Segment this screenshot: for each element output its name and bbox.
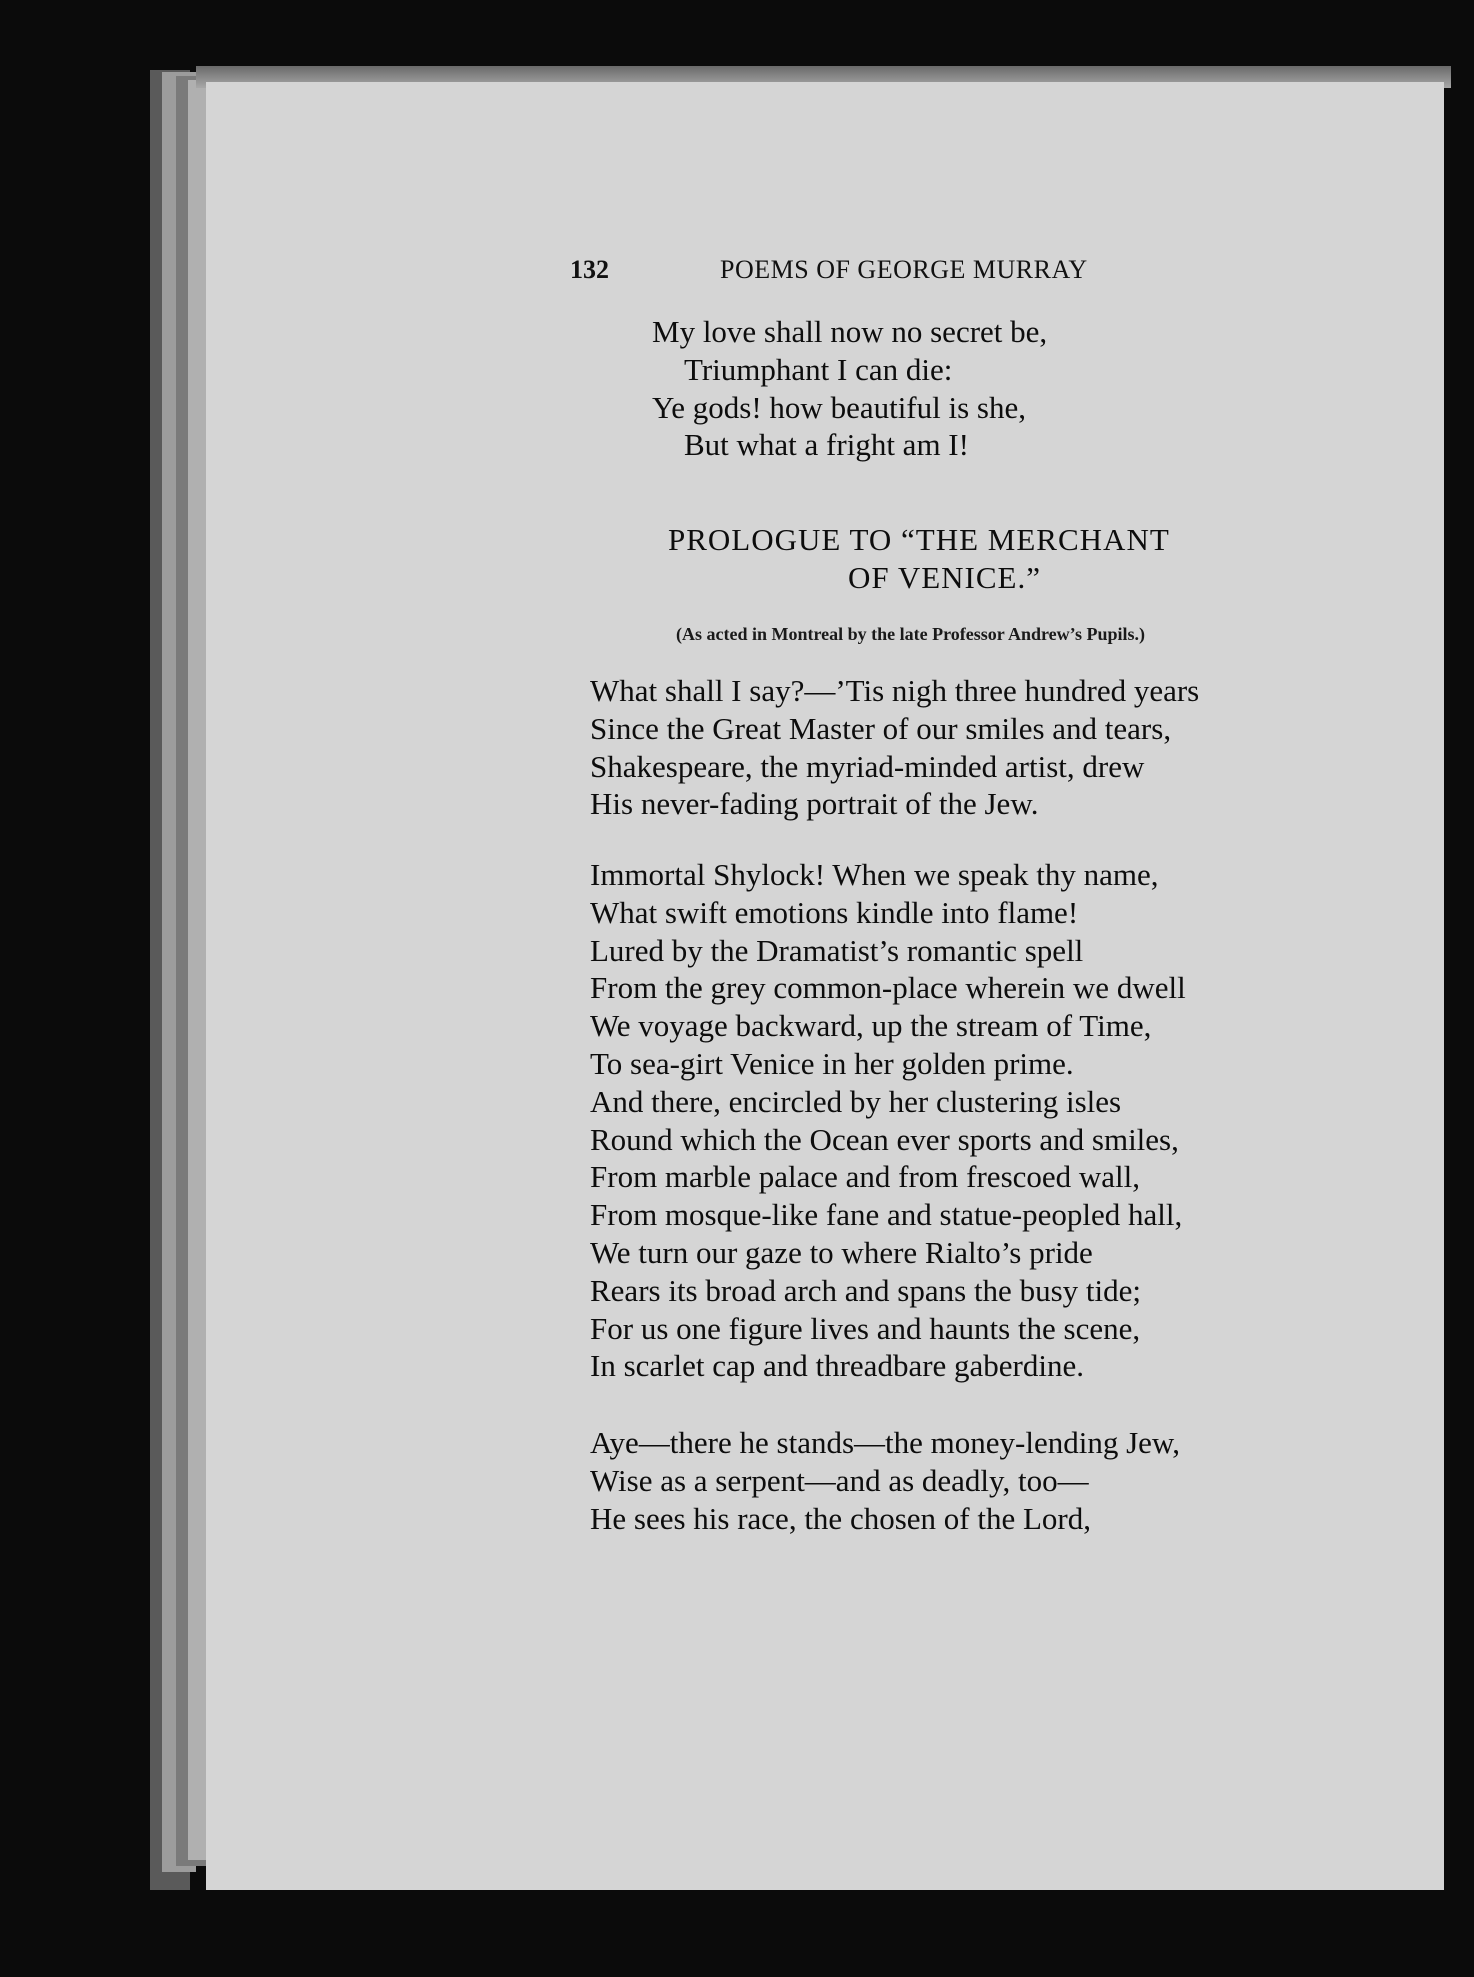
verse-line: What shall I say?—’Tis nigh three hundred years (590, 673, 1200, 708)
page-number: 132 (570, 255, 609, 284)
verse-line: Aye—there he stands—the money-lending Jew, (590, 1425, 1181, 1460)
verse-line: We turn our gaze to where Rialto’s pride (590, 1234, 1093, 1270)
verse-line: Rears its broad arch and spans the busy tide; (590, 1272, 1141, 1308)
poem-title-line-1: PROLOGUE TO “THE MERCHANT (668, 522, 1170, 557)
verse-line: For us one figure lives and haunts the scene, (590, 1310, 1141, 1346)
stanza-3 (590, 856, 1186, 1385)
verse-line: Shakespeare, the myriad-minded artist, drew (590, 748, 1145, 784)
verse-line: From marble palace and from frescoed wall, (590, 1159, 1141, 1195)
verse-line: Round which the Ocean ever sports and smiles, (590, 1121, 1179, 1157)
verse-line: From mosque-like fane and statue-peopled hall, (590, 1197, 1183, 1233)
poem-title-line-2: OF VENICE.” (848, 560, 1041, 595)
verse-line: My love shall now no secret be, (652, 314, 1048, 349)
verse-line: We voyage backward, up the stream of Time, (590, 1008, 1152, 1044)
running-title: POEMS OF GEORGE MURRAY (720, 255, 1088, 284)
verse-line: Since the Great Master of our smiles and tears, (590, 710, 1172, 746)
verse-line: Lured by the Dramatist’s romantic spell (590, 932, 1084, 968)
verse-line: But what a fright am I! (684, 427, 969, 463)
verse-line: His never-fading portrait of the Jew. (590, 786, 1039, 822)
verse-line: And there, encircled by her clustering isles (590, 1083, 1122, 1119)
verse-line: Ye gods! how beautiful is she, (652, 389, 1026, 425)
verse-line: What swift emotions kindle into flame! (590, 894, 1079, 930)
verse-line: To sea-girt Venice in her golden prime. (590, 1045, 1074, 1081)
poem-note: (As acted in Montreal by the late Professor Andrew’s Pupils.) (676, 624, 1145, 644)
verse-line: Wise as a serpent—and as deadly, too— (590, 1462, 1089, 1498)
stanza-1 (652, 313, 1047, 464)
running-header (570, 255, 1180, 295)
verse-line: He sees his race, the chosen of the Lord, (590, 1500, 1091, 1536)
verse-line: From the grey common-place wherein we dwell (590, 970, 1186, 1006)
verse-line: Triumphant I can die: (684, 351, 953, 387)
verse-line: In scarlet cap and threadbare gaberdine. (590, 1348, 1085, 1384)
verse-line: Immortal Shylock! When we speak thy name, (590, 857, 1159, 892)
stanza-2 (590, 672, 1199, 823)
stanza-4 (590, 1424, 1180, 1537)
